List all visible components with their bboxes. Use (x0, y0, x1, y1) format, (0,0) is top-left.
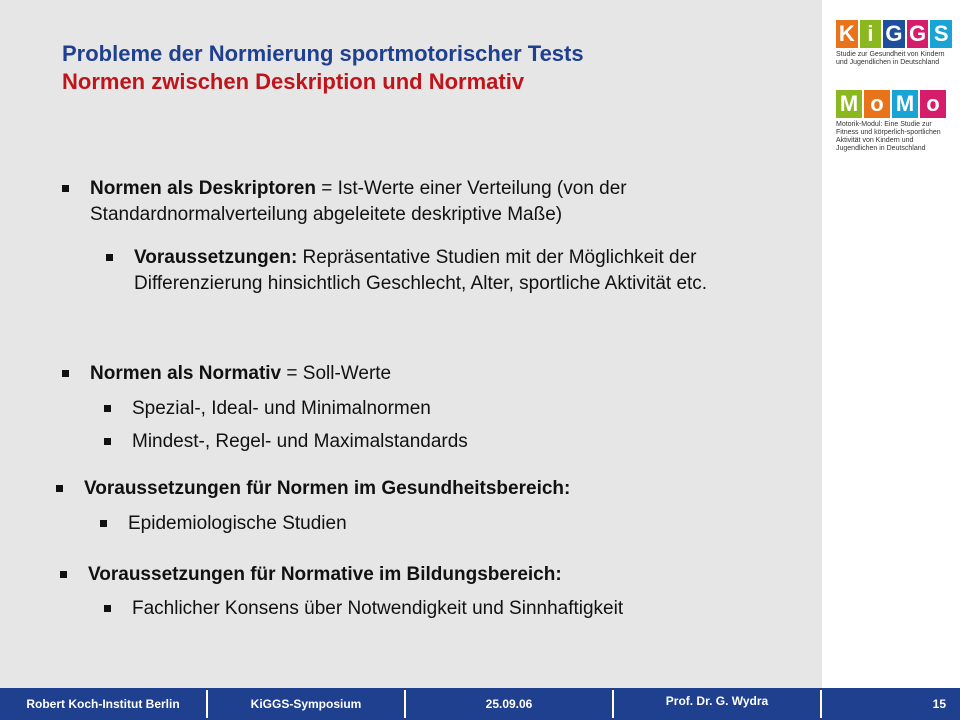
kiggs-logo-letter: i (860, 20, 882, 48)
bullet-square-icon (100, 520, 107, 527)
bullet-deskriptoren (62, 176, 792, 228)
slide-title (62, 40, 802, 96)
bullet-normativ (62, 361, 792, 387)
momo-logo-letters (836, 90, 952, 118)
momo-logo (836, 90, 952, 154)
bullet-text: = Soll-Werte (281, 363, 392, 384)
bullet-gesundheit (56, 476, 796, 502)
footer-page-number: 15 (932, 697, 946, 711)
footer-date: 25.09.06 (485, 697, 533, 711)
footer-bar (0, 688, 960, 720)
title-line-2: Normen zwischen Deskription und Normativ (62, 69, 525, 94)
momo-logo-letter: M (892, 90, 918, 118)
title-line-1: Probleme der Normierung sportmotorischer Tests (62, 41, 584, 66)
momo-logo-letter: o (864, 90, 890, 118)
footer-author: Prof. Dr. G. Wydra (665, 694, 769, 708)
bullet-bold-text: Voraussetzungen für Normen im Gesundheitsbereich: (84, 478, 571, 499)
bullet-square-icon (104, 605, 111, 612)
bullet-normativ-sub-1: Spezial-, Ideal- und Minimalnormen (104, 396, 794, 422)
kiggs-logo-letter: G (883, 20, 905, 48)
bullet-normativ-sub-2: Mindest-, Regel- und Maximalstandards (104, 429, 794, 455)
bullet-square-icon (62, 185, 69, 192)
momo-logo-letter: o (920, 90, 946, 118)
bullet-bold-text: Voraussetzungen für Normative im Bildungsbereich: (88, 564, 562, 585)
footer-event: KiGGS-Symposium (250, 697, 362, 711)
bullet-bildung (60, 562, 800, 588)
bullet-square-icon (104, 405, 111, 412)
bullet-square-icon (60, 571, 67, 578)
bullet-square-icon (106, 254, 113, 261)
bullet-square-icon (62, 370, 69, 377)
bullet-square-icon (56, 485, 63, 492)
bullet-bold-text: Normen als Normativ (90, 363, 282, 384)
bullet-text: = Ist-Werte einer Verteilung (von der Standardnormalverteilung abgeleitete deskriptive Maße) (90, 178, 627, 225)
kiggs-logo-letter: S (930, 20, 952, 48)
momo-logo-letter: M (836, 90, 862, 118)
kiggs-logo-letter: G (907, 20, 929, 48)
kiggs-logo-letters (836, 20, 952, 48)
kiggs-logo-subtitle: Studie zur Gesundheit von Kindern und Jugendlichen in Deutschland (836, 51, 945, 66)
bullet-bold-text: Voraussetzungen: (134, 247, 298, 268)
footer-institute: Robert Koch-Institut Berlin (26, 697, 180, 711)
bullet-bildung-sub-1: Fachlicher Konsens über Notwendigkeit und Sinnhaftigkeit (104, 596, 804, 622)
bullet-text: Repräsentative Studien mit der Möglichkeit der Differenzierung hinsichtlich Geschlecht, Alter, sportliche Aktivität etc. (134, 247, 708, 294)
bullet-voraussetzungen (106, 245, 796, 297)
bullet-bold-text: Normen als Deskriptoren (90, 178, 316, 199)
momo-logo-subtitle: Motorik-Modul: Eine Studie zur Fitness und körperlich-sportlichen Aktivität von Kindern und Jugendlichen in Deutschland (836, 121, 941, 152)
kiggs-logo-letter: K (836, 20, 858, 48)
kiggs-logo (836, 20, 952, 84)
bullet-square-icon (104, 438, 111, 445)
bullet-gesundheit-sub-1: Epidemiologische Studien (100, 511, 790, 537)
